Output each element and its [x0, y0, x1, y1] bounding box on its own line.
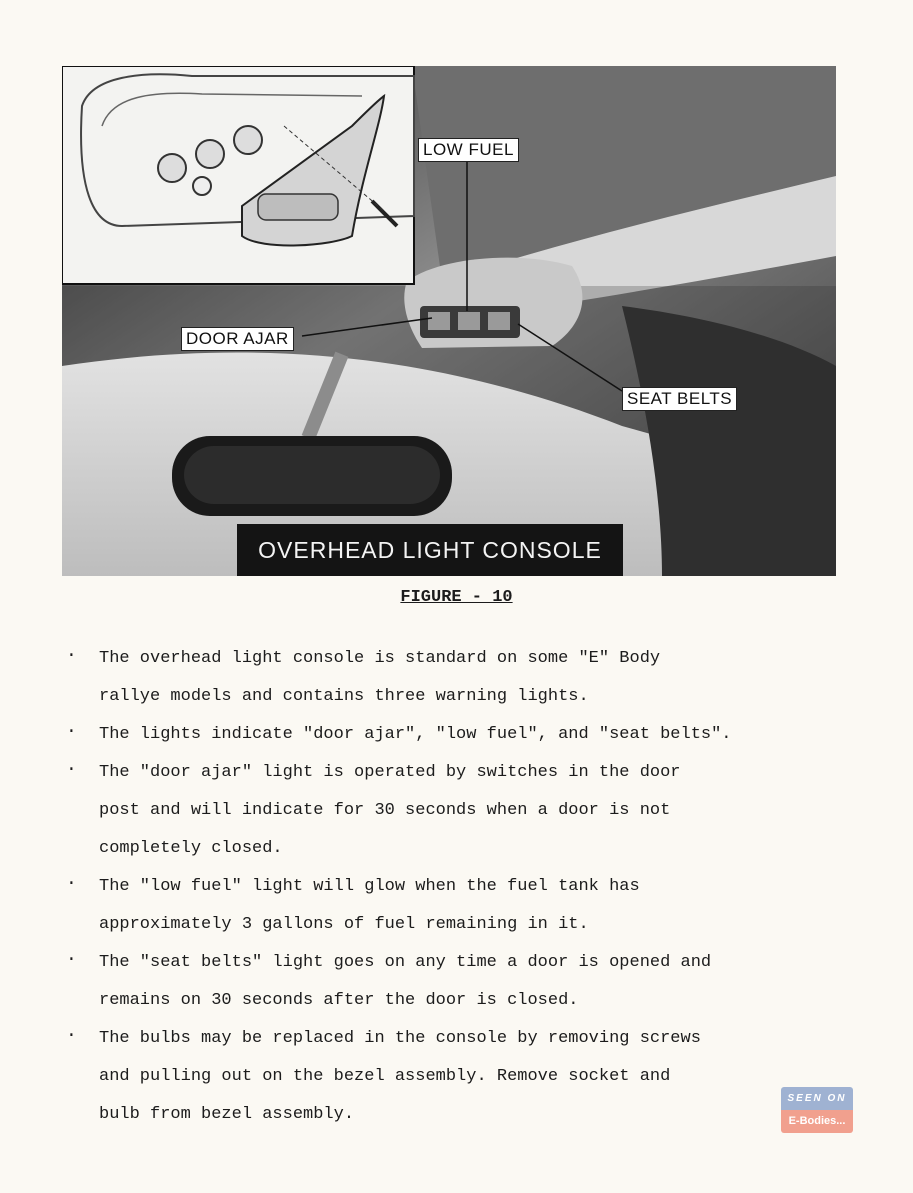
seat-belts-callout: SEAT BELTS: [622, 387, 737, 411]
bullet-line: approximately 3 gallons of fuel remaining in it.: [99, 915, 589, 934]
bullet-item: [62, 1020, 862, 1134]
figure-caption: [0, 588, 913, 607]
bullet-line: . The lights indicate "door ajar", "low fuel", and "seat belts".: [99, 725, 732, 744]
bullet-list: [62, 640, 862, 1134]
seen-on-ebodies-watermark: [781, 1087, 853, 1133]
bullet-item: [62, 716, 862, 754]
watermark-top-text: SEEN ON: [781, 1087, 853, 1110]
bullet-item: [62, 944, 862, 1020]
bullet-line: . The bulbs may be replaced in the console by removing screws: [99, 1029, 701, 1048]
bullet-line: . The overhead light console is standard on some "E" Body: [99, 649, 661, 668]
bullet-item: [62, 754, 862, 868]
bullet-line: remains on 30 seconds after the door is closed.: [99, 991, 579, 1010]
watermark-bottom-text: E-Bodies...: [781, 1110, 853, 1133]
overhead-light-console-banner: OVERHEAD LIGHT CONSOLE: [237, 524, 623, 576]
bullet-line: completely closed.: [99, 839, 283, 858]
door-ajar-callout: DOOR AJAR: [181, 327, 294, 351]
low-fuel-callout: LOW FUEL: [418, 138, 519, 162]
bullet-item: [62, 868, 862, 944]
bullet-line: . The "low fuel" light will glow when the fuel tank has: [99, 877, 640, 896]
bullet-line: . The "seat belts" light goes on any time a door is opened and: [99, 953, 712, 972]
bullet-line: bulb from bezel assembly.: [99, 1105, 355, 1124]
figure-caption-text: FIGURE - 10: [400, 588, 513, 607]
bullet-line: post and will indicate for 30 seconds when a door is not: [99, 801, 671, 820]
bullet-line: and pulling out on the bezel assembly. Remove socket and: [99, 1067, 671, 1086]
bullet-line: rallye models and contains three warning lights.: [99, 687, 589, 706]
bullet-line: . The "door ajar" light is operated by switches in the door: [99, 763, 681, 782]
bullet-item: [62, 640, 862, 716]
